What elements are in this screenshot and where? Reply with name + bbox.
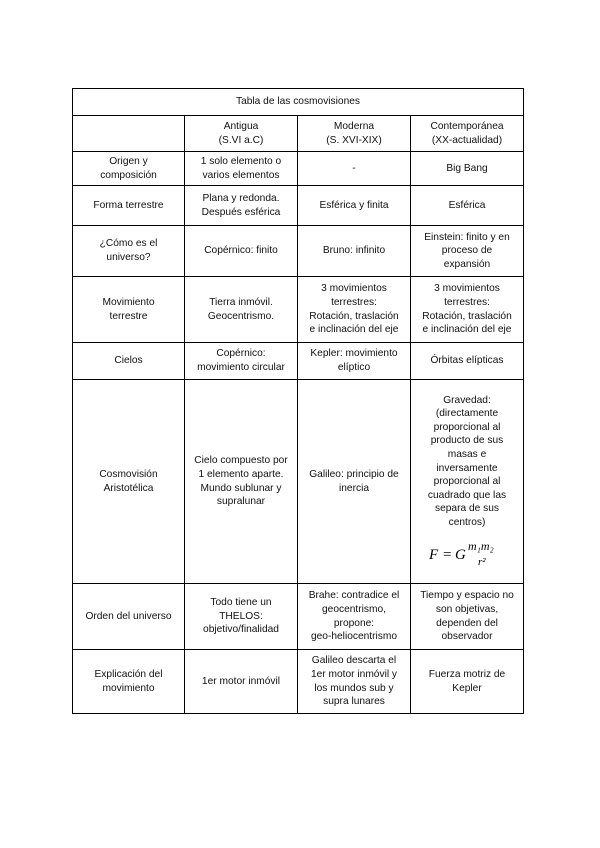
- cell-antigua: Copérnico: finito: [185, 226, 298, 277]
- cell-moderna: Bruno: infinito: [298, 226, 411, 277]
- cell-moderna: -: [298, 152, 411, 186]
- cell-moderna: 3 movimientos terrestres: Rotación, traslación e inclinación del eje: [298, 277, 411, 343]
- table-row: [73, 226, 524, 277]
- formula-constant: G: [455, 547, 466, 564]
- cell-antigua: Tierra inmóvil. Geocentrismo.: [185, 277, 298, 343]
- header-row: [73, 116, 524, 152]
- formula-denominator: r²: [478, 556, 486, 569]
- row-label: ¿Cómo es el universo?: [73, 226, 185, 277]
- cell-antigua: 1er motor inmóvil: [185, 650, 298, 714]
- cell-moderna: Esférica y finita: [298, 186, 411, 226]
- row-label: Orden del universo: [73, 584, 185, 650]
- cell-moderna: Brahe: contradice el geocentrismo, propone: geo-heliocentrismo: [298, 584, 411, 650]
- row-label: Forma terrestre: [73, 186, 185, 226]
- cell-contemporanea: Esférica: [411, 186, 524, 226]
- header-antigua: Antigua (S.VI a.C): [185, 116, 298, 152]
- table-row: [73, 380, 524, 584]
- row-label: Origen y composición: [73, 152, 185, 186]
- cell-antigua: Cielo compuesto por 1 elemento aparte. Mundo sublunar y supralunar: [185, 380, 298, 584]
- header-contemporanea: Contemporánea (XX-actualidad): [411, 116, 524, 152]
- cell-contemporanea: Órbitas elípticas: [411, 343, 524, 380]
- formula-lhs: F: [429, 547, 439, 564]
- cosmovisiones-table: [72, 88, 524, 714]
- cell-antigua: Copérnico: movimiento circular: [185, 343, 298, 380]
- cell-contemporanea: Fuerza motriz de Kepler: [411, 650, 524, 714]
- cell-contemporanea: 3 movimientos terrestres: Rotación, traslación e inclinación del eje: [411, 277, 524, 343]
- cell-contemporanea: Einstein: finito y en proceso de expansión: [411, 226, 524, 277]
- formula-equals: =: [443, 547, 452, 564]
- formula-numerator: m₁m₂: [468, 539, 494, 554]
- row-label: Cosmovisión Aristotélica: [73, 380, 185, 584]
- table-row: [73, 343, 524, 380]
- cell-antigua: 1 solo elemento o varios elementos: [185, 152, 298, 186]
- cell-contemporanea: Tiempo y espacio no son objetivas, dependen del observador: [411, 584, 524, 650]
- cell-moderna: Galileo: principio de inercia: [298, 380, 411, 584]
- table-row: [73, 186, 524, 226]
- header-moderna: Moderna (S. XVI-XIX): [298, 116, 411, 152]
- row-label: Explicación del movimiento: [73, 650, 185, 714]
- row-label: Movimiento terrestre: [73, 277, 185, 343]
- cell-contemporanea: Big Bang: [411, 152, 524, 186]
- gravitation-formula: [425, 535, 509, 569]
- cell-contemporanea: Gravedad: (directamente proporcional al producto de sus masas e inversamente proporcional al cuadrado que las separa de sus centros) F = G m₁m₂ r²: [411, 380, 524, 584]
- row-label: Cielos: [73, 343, 185, 380]
- cell-moderna: Kepler: movimiento elíptico: [298, 343, 411, 380]
- table-row: [73, 584, 524, 650]
- table-row: [73, 650, 524, 714]
- cell-moderna: Galileo descarta el 1er motor inmóvil y los mundos sub y supra lunares: [298, 650, 411, 714]
- table-row: [73, 152, 524, 186]
- table-title: Tabla de las cosmovisiones: [73, 89, 524, 116]
- header-empty: [73, 116, 185, 152]
- cell-antigua: Todo tiene un THELOS: objetivo/finalidad: [185, 584, 298, 650]
- title-row: [73, 89, 524, 116]
- cell-antigua: Plana y redonda. Después esférica: [185, 186, 298, 226]
- table-row: [73, 277, 524, 343]
